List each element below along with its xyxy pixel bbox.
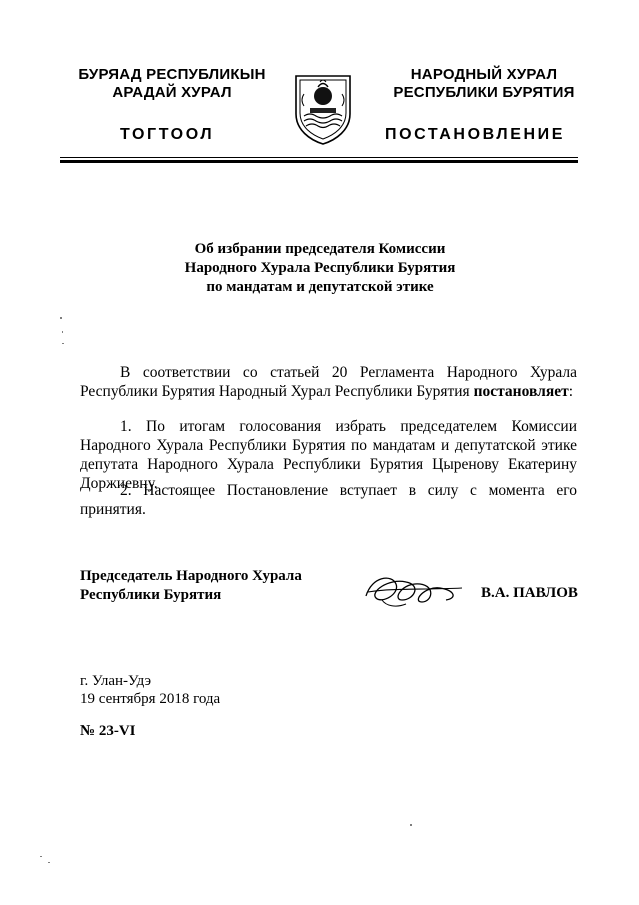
signatory-title — [80, 567, 302, 605]
handwritten-signature — [362, 570, 472, 610]
header-left-word: ТОГТООЛ — [120, 126, 215, 143]
date: 19 сентября 2018 года — [80, 691, 221, 707]
header-right-line2: РЕСПУБЛИКИ БУРЯТИЯ — [393, 84, 575, 101]
header-left-line1: БУРЯАД РЕСПУБЛИКЫН — [78, 66, 266, 83]
scan-speck — [40, 856, 42, 857]
header-right-word: ПОСТАНОВЛЕНИЕ — [385, 126, 566, 143]
header-left-block — [72, 66, 272, 102]
signatory-title-line2: Республики Бурятия — [80, 587, 222, 603]
document-title — [100, 240, 540, 297]
header-divider-thick — [60, 160, 578, 163]
signatory-title-line1: Председатель Народного Хурала — [80, 568, 302, 584]
republic-of-buryatia-coat-of-arms-icon — [290, 70, 356, 146]
preamble-resolves: постановляет — [473, 383, 569, 400]
scan-speck — [62, 343, 64, 344]
scan-speck — [62, 331, 63, 333]
city: г. Улан-Удэ — [80, 673, 152, 689]
scan-speck — [60, 317, 62, 319]
title-line1: Об избрании председателя Комиссии — [194, 241, 446, 257]
title-line2: Народного Хурала Республики Бурятия — [184, 260, 456, 276]
preamble-text: В соответствии со статьей 20 Регламента Народного Хурала Республики Бурятия Народный Хурал Республики Бурятия — [80, 364, 577, 400]
title-line3: по мандатам и депутатской этике — [206, 279, 434, 295]
scan-speck — [410, 824, 412, 826]
document-number: № 23-VI — [80, 723, 136, 739]
paragraph-preamble — [80, 363, 577, 401]
paragraph-item-2 — [80, 481, 577, 519]
item-2-text: 2. Настоящее Постановление вступает в силу с момента его принятия. — [80, 482, 577, 518]
header-left-line2: АРАДАЙ ХУРАЛ — [112, 84, 232, 101]
header-right-block — [386, 66, 582, 102]
scan-speck — [48, 862, 50, 863]
place-and-date — [80, 672, 220, 708]
signatory-name: В.А. ПАВЛОВ — [481, 585, 578, 601]
header-right-line1: НАРОДНЫЙ ХУРАЛ — [410, 66, 558, 83]
item-1-text: 1. По итогам голосования избрать председателем Комиссии Народного Хурала Республики Бурятия по мандатам и депутатской этике депутата Народного Хурала Республики Бурятия Цыренову Екатерину Доржиевну. — [80, 418, 577, 492]
header-divider-thin — [60, 157, 578, 158]
preamble-colon: : — [568, 383, 574, 400]
